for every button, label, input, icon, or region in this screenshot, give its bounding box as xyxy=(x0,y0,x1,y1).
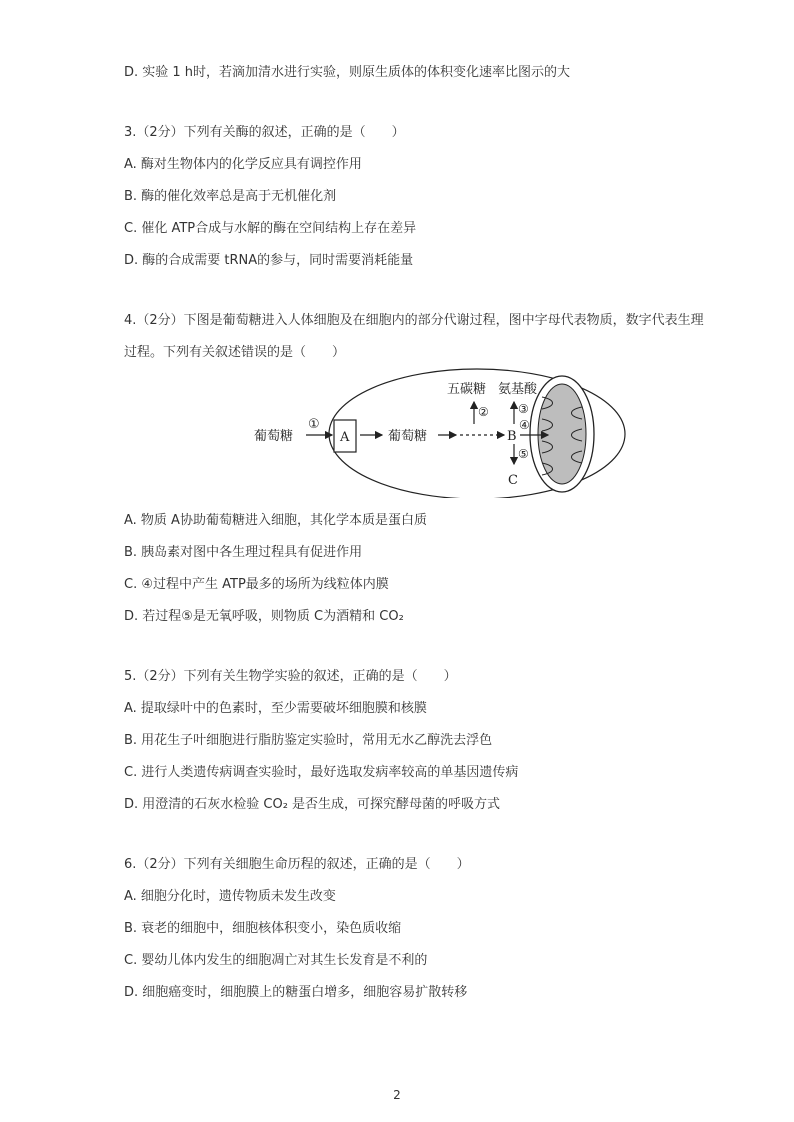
q6-option-b: B. 衰老的细胞中，细胞核体积变小，染色质收缩 xyxy=(124,921,402,936)
q3-option-c: C. 催化 ATP合成与水解的酶在空间结构上存在差异 xyxy=(124,221,417,236)
pentose-label: 五碳糖 xyxy=(447,382,487,397)
q5-stem: 5.（2分）下列有关生物学实验的叙述，正确的是（ ） xyxy=(124,669,457,684)
mitochondrion-icon xyxy=(530,376,594,492)
q6-stem: 6.（2分）下列有关细胞生命历程的叙述，正确的是（ ） xyxy=(124,857,470,872)
glucose-inside-label: 葡萄糖 xyxy=(388,429,428,444)
glucose-metabolism-diagram xyxy=(240,362,640,498)
q5-option-b: B. 用花生子叶细胞进行脂肪鉴定实验时，常用无水乙醇洗去浮色 xyxy=(124,733,493,748)
q3-stem: 3.（2分）下列有关酶的叙述，正确的是（ ） xyxy=(124,125,405,140)
step-4-label: ④ xyxy=(519,418,530,432)
step-2-label: ② xyxy=(478,405,489,419)
q5-option-d: D. 用澄清的石灰水检验 CO₂ 是否生成，可探究酵母菌的呼吸方式 xyxy=(124,797,501,812)
q6-option-c: C. 婴幼儿体内发生的细胞凋亡对其生长发育是不利的 xyxy=(124,953,428,968)
amino-acid-label: 氨基酸 xyxy=(498,382,538,397)
step-3-label: ③ xyxy=(518,402,529,416)
substance-b-label: B xyxy=(507,429,517,444)
carrier-a-label: A xyxy=(340,430,350,445)
q6-option-d: D. 细胞癌变时，细胞膜上的糖蛋白增多，细胞容易扩散转移 xyxy=(124,985,468,1000)
step-5-label: ⑤ xyxy=(518,447,529,461)
q4-option-a: A. 物质 A协助葡萄糖进入细胞，其化学本质是蛋白质 xyxy=(124,513,427,528)
q3-option-d: D. 酶的合成需要 tRNA的参与，同时需要消耗能量 xyxy=(124,253,414,268)
step-1-label: ① xyxy=(308,417,320,432)
glucose-outside-label: 葡萄糖 xyxy=(254,429,294,444)
q4-option-d: D. 若过程⑤是无氧呼吸，则物质 C为酒精和 CO₂ xyxy=(124,609,404,624)
q4-stem-line1: 4.（2分）下图是葡萄糖进入人体细胞及在细胞内的部分代谢过程，图中字母代表物质，数字代表生理 xyxy=(124,313,704,328)
q3-option-a: A. 酶对生物体内的化学反应具有调控作用 xyxy=(124,157,362,172)
substance-c-label: C xyxy=(508,473,518,488)
q2-option-d: D. 实验 1 h时，若滴加清水进行实验，则原生质体的体积变化速率比图示的大 xyxy=(124,65,571,80)
q4-option-c: C. ④过程中产生 ATP最多的场所为线粒体内膜 xyxy=(124,577,389,592)
q4-stem-line2: 过程。下列有关叙述错误的是（ ） xyxy=(124,345,346,360)
q4-option-b: B. 胰岛素对图中各生理过程具有促进作用 xyxy=(124,545,363,560)
q5-option-c: C. 进行人类遗传病调查实验时，最好选取发病率较高的单基因遗传病 xyxy=(124,765,519,780)
q5-option-a: A. 提取绿叶中的色素时，至少需要破坏细胞膜和核膜 xyxy=(124,701,427,716)
q6-option-a: A. 细胞分化时，遗传物质未发生改变 xyxy=(124,889,336,904)
q3-option-b: B. 酶的催化效率总是高于无机催化剂 xyxy=(124,189,337,204)
page-number: 2 xyxy=(393,1088,401,1102)
